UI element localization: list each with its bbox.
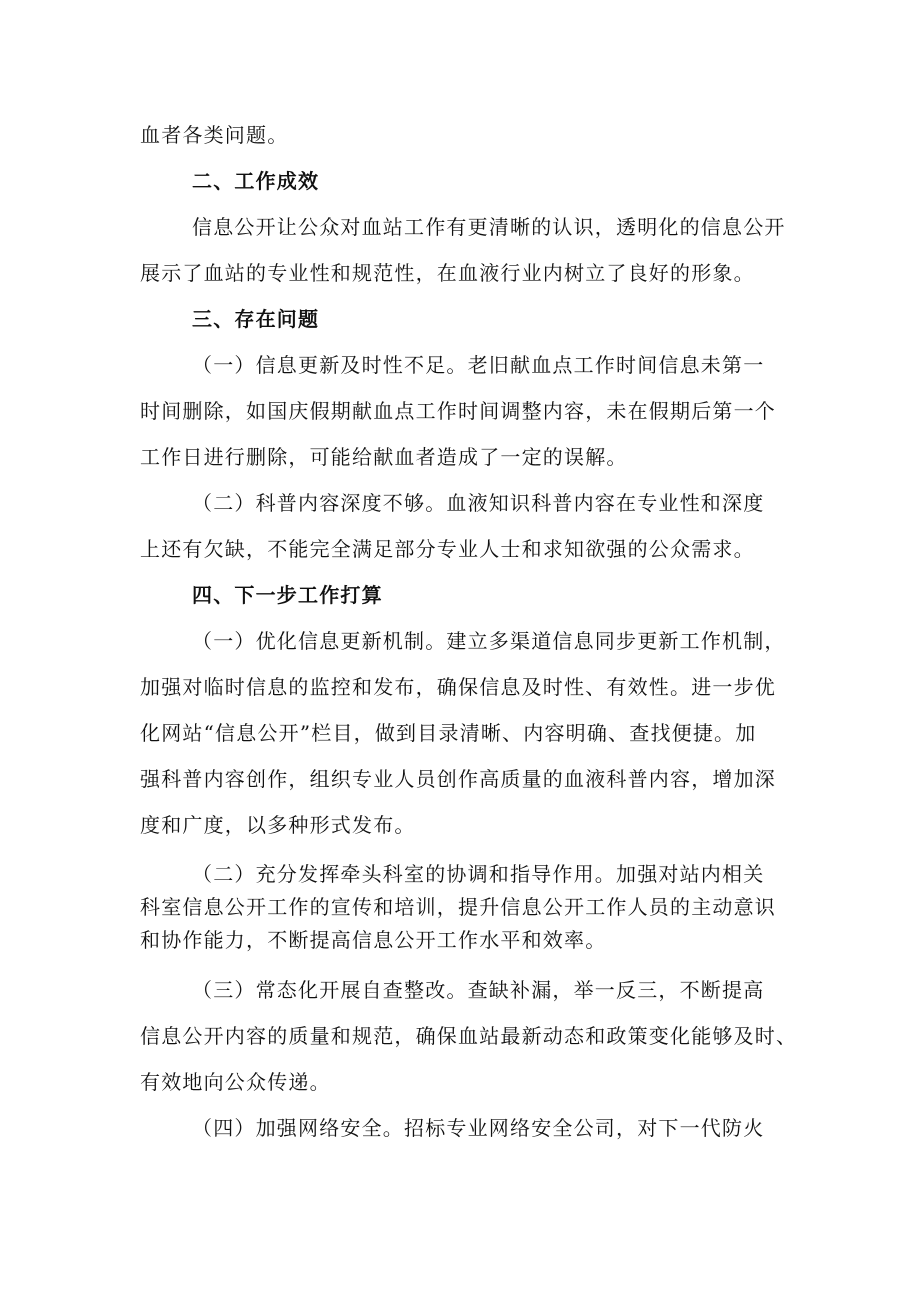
paragraph-line: 有效地向公众传递。	[140, 1070, 331, 1094]
section-heading-next-steps: 四、下一步工作打算	[192, 583, 383, 607]
paragraph-line: 信息公开内容的质量和规范，确保血站最新动态和政策变化能够及时、	[140, 1024, 798, 1048]
paragraph-line: 加强对临时信息的监控和发布，确保信息及时性、有效性。进一步优	[140, 675, 776, 699]
paragraph-line: （二）充分发挥牵头科室的协调和指导作用。加强对站内相关	[192, 862, 765, 886]
paragraph-line: 度和广度，以多种形式发布。	[140, 813, 416, 837]
paragraph-line: （一）优化信息更新机制。建立多渠道信息同步更新工作机制，	[192, 629, 786, 653]
paragraph-plan-4	[140, 1105, 784, 1151]
paragraph-line: 血者各类问题。	[140, 123, 289, 147]
document-page	[140, 112, 798, 1151]
paragraph-line: 化网站“信息公开”栏目，做到目录清晰、内容明确、查找便捷。加	[140, 721, 757, 745]
paragraph-line: （二）科普内容深度不够。血液知识科普内容在专业性和深度	[192, 491, 765, 515]
paragraph-results	[140, 204, 784, 296]
paragraph-line: 信息公开让公众对血站工作有更清晰的认识，透明化的信息公开	[192, 215, 786, 239]
section-heading-results: 二、工作成效	[192, 169, 320, 193]
paragraph-line: 和协作能力，不断提高信息公开工作水平和效率。	[140, 928, 607, 952]
paragraph-line: 时间删除，如国庆假期献血点工作时间调整内容，未在假期后第一个	[140, 399, 776, 423]
paragraph-plan-1	[140, 618, 784, 848]
paragraph-plan-2	[140, 858, 784, 957]
paragraph-line: 展示了血站的专业性和规范性，在血液行业内树立了良好的形象。	[140, 261, 755, 285]
paragraph-problem-2	[140, 480, 784, 572]
paragraph-problem-1	[140, 342, 784, 480]
paragraph-line: 上还有欠缺，不能完全满足部分专业人士和求知欲强的公众需求。	[140, 537, 755, 561]
paragraph-line: （三）常态化开展自查整改。查缺补漏，举一反三，不断提高	[192, 978, 765, 1002]
section-heading-problems: 三、存在问题	[192, 307, 320, 331]
paragraph-plan-3	[140, 967, 798, 1105]
paragraph-line: （一）信息更新及时性不足。老旧献血点工作时间信息未第一	[192, 353, 765, 377]
paragraph-line: 工作日进行删除，可能给献血者造成了一定的误解。	[140, 445, 628, 469]
paragraph-line: （四）加强网络安全。招标专业网络安全公司，对下一代防火	[192, 1116, 765, 1140]
paragraph-line: 科室信息公开工作的宣传和培训，提升信息公开工作人员的主动意识	[140, 895, 776, 919]
paragraph-line: 强科普内容创作，组织专业人员创作高质量的血液科普内容，增加深	[140, 767, 776, 791]
